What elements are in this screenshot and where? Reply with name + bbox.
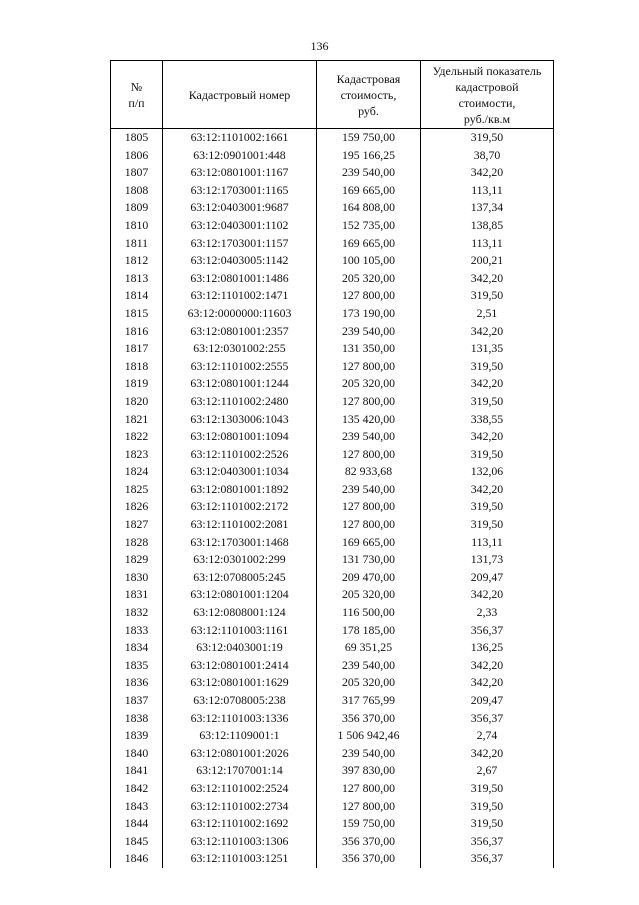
cadastral-value-cell: 127 800,00 bbox=[317, 516, 421, 534]
specific-value-cell: 131,35 bbox=[421, 340, 554, 358]
row-number-cell: 1831 bbox=[111, 586, 163, 604]
table-row bbox=[111, 164, 554, 182]
specific-value-cell: 342,20 bbox=[421, 674, 554, 692]
table-row bbox=[111, 604, 554, 622]
cadastral-value-cell: 100 105,00 bbox=[317, 252, 421, 270]
row-number-cell: 1845 bbox=[111, 833, 163, 851]
table-row bbox=[111, 481, 554, 499]
cadastral-number-cell: 63:12:1101002:2172 bbox=[163, 498, 317, 516]
specific-value-cell: 209,47 bbox=[421, 569, 554, 587]
cadastral-value-cell: 152 735,00 bbox=[317, 217, 421, 235]
cadastral-value-cell: 205 320,00 bbox=[317, 586, 421, 604]
cadastral-value-cell: 127 800,00 bbox=[317, 498, 421, 516]
specific-value-cell: 2,74 bbox=[421, 727, 554, 745]
cadastral-value-cell: 205 320,00 bbox=[317, 674, 421, 692]
specific-value-cell: 319,50 bbox=[421, 287, 554, 305]
row-number-cell: 1815 bbox=[111, 305, 163, 323]
row-number-cell: 1822 bbox=[111, 428, 163, 446]
header-specific-line4: руб./кв.м bbox=[463, 111, 511, 126]
cadastral-number-cell: 63:12:1101003:1251 bbox=[163, 850, 317, 868]
table-row bbox=[111, 498, 554, 516]
table-row bbox=[111, 657, 554, 675]
cadastral-number-cell: 63:12:1703001:1165 bbox=[163, 182, 317, 200]
row-number-cell: 1836 bbox=[111, 674, 163, 692]
cadastral-value-cell: 127 800,00 bbox=[317, 798, 421, 816]
cadastral-number-cell: 63:12:0708005:238 bbox=[163, 692, 317, 710]
cadastral-value-cell: 127 800,00 bbox=[317, 287, 421, 305]
specific-value-cell: 131,73 bbox=[421, 551, 554, 569]
cadastral-value-cell: 127 800,00 bbox=[317, 446, 421, 464]
row-number-cell: 1840 bbox=[111, 745, 163, 763]
cadastral-number-cell: 63:12:0403001:19 bbox=[163, 639, 317, 657]
specific-value-cell: 319,50 bbox=[421, 780, 554, 798]
row-number-cell: 1838 bbox=[111, 710, 163, 728]
row-number-cell: 1805 bbox=[111, 129, 163, 147]
specific-value-cell: 342,20 bbox=[421, 481, 554, 499]
cadastral-number-cell: 63:12:1101002:2480 bbox=[163, 393, 317, 411]
specific-value-cell: 2,51 bbox=[421, 305, 554, 323]
specific-value-cell: 2,67 bbox=[421, 762, 554, 780]
row-number-cell: 1821 bbox=[111, 411, 163, 429]
cadastral-number-cell: 63:12:1303006:1043 bbox=[163, 411, 317, 429]
row-number-cell: 1810 bbox=[111, 217, 163, 235]
header-row bbox=[111, 61, 554, 129]
header-num-line1: № bbox=[130, 79, 143, 94]
row-number-cell: 1820 bbox=[111, 393, 163, 411]
specific-value-cell: 342,20 bbox=[421, 657, 554, 675]
table-row bbox=[111, 586, 554, 604]
row-number-cell: 1812 bbox=[111, 252, 163, 270]
specific-value-cell: 319,50 bbox=[421, 498, 554, 516]
specific-value-cell: 136,25 bbox=[421, 639, 554, 657]
table-row bbox=[111, 780, 554, 798]
specific-value-cell: 338,55 bbox=[421, 411, 554, 429]
row-number-cell: 1833 bbox=[111, 622, 163, 640]
cadastral-value-cell: 82 933,68 bbox=[317, 463, 421, 481]
header-cadastral-number bbox=[163, 61, 317, 129]
cadastral-number-cell: 63:12:1101003:1161 bbox=[163, 622, 317, 640]
specific-value-cell: 209,47 bbox=[421, 692, 554, 710]
cadastral-value-cell: 356 370,00 bbox=[317, 710, 421, 728]
table-row bbox=[111, 182, 554, 200]
row-number-cell: 1830 bbox=[111, 569, 163, 587]
row-number-cell: 1814 bbox=[111, 287, 163, 305]
cadastral-number-cell: 63:12:1101002:1471 bbox=[163, 287, 317, 305]
cadastral-number-cell: 63:12:0801001:2414 bbox=[163, 657, 317, 675]
specific-value-cell: 38,70 bbox=[421, 147, 554, 165]
row-number-cell: 1816 bbox=[111, 323, 163, 341]
specific-value-cell: 356,37 bbox=[421, 850, 554, 868]
header-value-line3: руб. bbox=[358, 103, 379, 118]
cadastral-number-cell: 63:12:0403001:1034 bbox=[163, 463, 317, 481]
header-num-line2: п/п bbox=[128, 95, 145, 110]
row-number-cell: 1846 bbox=[111, 850, 163, 868]
cadastral-number-cell: 63:12:0000000:11603 bbox=[163, 305, 317, 323]
row-number-cell: 1823 bbox=[111, 446, 163, 464]
cadastral-number-cell: 63:12:0801001:1629 bbox=[163, 674, 317, 692]
row-number-cell: 1828 bbox=[111, 534, 163, 552]
specific-value-cell: 319,50 bbox=[421, 129, 554, 147]
cadastral-value-cell: 195 166,25 bbox=[317, 147, 421, 165]
table-row bbox=[111, 287, 554, 305]
cadastral-value-cell: 239 540,00 bbox=[317, 745, 421, 763]
table-row bbox=[111, 217, 554, 235]
cadastral-value-cell: 1 506 942,46 bbox=[317, 727, 421, 745]
specific-value-cell: 356,37 bbox=[421, 833, 554, 851]
cadastral-value-cell: 239 540,00 bbox=[317, 428, 421, 446]
row-number-cell: 1807 bbox=[111, 164, 163, 182]
header-specific-value bbox=[421, 61, 554, 129]
specific-value-cell: 113,11 bbox=[421, 182, 554, 200]
specific-value-cell: 113,11 bbox=[421, 235, 554, 253]
cadastral-value-cell: 239 540,00 bbox=[317, 481, 421, 499]
row-number-cell: 1841 bbox=[111, 762, 163, 780]
cadastral-number-cell: 63:12:1101002:2081 bbox=[163, 516, 317, 534]
row-number-cell: 1844 bbox=[111, 815, 163, 833]
specific-value-cell: 137,34 bbox=[421, 199, 554, 217]
cadastral-value-cell: 173 190,00 bbox=[317, 305, 421, 323]
table-row bbox=[111, 534, 554, 552]
cadastral-value-cell: 127 800,00 bbox=[317, 780, 421, 798]
cadastral-value-cell: 127 800,00 bbox=[317, 358, 421, 376]
table-row bbox=[111, 692, 554, 710]
cadastral-value-cell: 356 370,00 bbox=[317, 833, 421, 851]
cadastral-number-cell: 63:12:1703001:1468 bbox=[163, 534, 317, 552]
table-row bbox=[111, 305, 554, 323]
row-number-cell: 1817 bbox=[111, 340, 163, 358]
cadastral-value-cell: 209 470,00 bbox=[317, 569, 421, 587]
row-number-cell: 1837 bbox=[111, 692, 163, 710]
table-row bbox=[111, 428, 554, 446]
header-value-line2: стоимость, bbox=[340, 87, 397, 102]
table-row bbox=[111, 270, 554, 288]
row-number-cell: 1842 bbox=[111, 780, 163, 798]
table-row bbox=[111, 252, 554, 270]
specific-value-cell: 2,33 bbox=[421, 604, 554, 622]
table-row bbox=[111, 727, 554, 745]
specific-value-cell: 138,85 bbox=[421, 217, 554, 235]
table-row bbox=[111, 674, 554, 692]
row-number-cell: 1834 bbox=[111, 639, 163, 657]
table-row bbox=[111, 411, 554, 429]
header-value-line1: Кадастровая bbox=[336, 71, 401, 86]
cadastral-value-cell: 397 830,00 bbox=[317, 762, 421, 780]
row-number-cell: 1813 bbox=[111, 270, 163, 288]
table-row bbox=[111, 798, 554, 816]
table-body bbox=[111, 129, 554, 868]
row-number-cell: 1829 bbox=[111, 551, 163, 569]
specific-value-cell: 132,06 bbox=[421, 463, 554, 481]
table-row bbox=[111, 129, 554, 147]
specific-value-cell: 319,50 bbox=[421, 393, 554, 411]
table-row bbox=[111, 745, 554, 763]
specific-value-cell: 200,21 bbox=[421, 252, 554, 270]
row-number-cell: 1819 bbox=[111, 375, 163, 393]
cadastral-number-cell: 63:12:0801001:1892 bbox=[163, 481, 317, 499]
cadastral-value-cell: 169 665,00 bbox=[317, 235, 421, 253]
table-row bbox=[111, 463, 554, 481]
row-number-cell: 1806 bbox=[111, 147, 163, 165]
header-row-number bbox=[111, 61, 163, 129]
cadastral-value-cell: 205 320,00 bbox=[317, 375, 421, 393]
cadastral-number-cell: 63:12:0801001:1244 bbox=[163, 375, 317, 393]
cadastral-number-cell: 63:12:1703001:1157 bbox=[163, 235, 317, 253]
specific-value-cell: 342,20 bbox=[421, 164, 554, 182]
cadastral-number-cell: 63:12:1101002:1661 bbox=[163, 129, 317, 147]
cadastral-number-cell: 63:12:0801001:1204 bbox=[163, 586, 317, 604]
cadastral-value-cell: 239 540,00 bbox=[317, 323, 421, 341]
cadastral-value-cell: 178 185,00 bbox=[317, 622, 421, 640]
cadastral-number-cell: 63:12:1101002:2734 bbox=[163, 798, 317, 816]
specific-value-cell: 319,50 bbox=[421, 358, 554, 376]
specific-value-cell: 319,50 bbox=[421, 815, 554, 833]
cadastral-value-cell: 131 350,00 bbox=[317, 340, 421, 358]
specific-value-cell: 342,20 bbox=[421, 586, 554, 604]
header-specific-line1: Удельный показатель bbox=[432, 63, 542, 78]
cadastral-value-cell: 159 750,00 bbox=[317, 129, 421, 147]
cadastral-number-cell: 63:12:0708005:245 bbox=[163, 569, 317, 587]
table-row bbox=[111, 199, 554, 217]
table-row bbox=[111, 551, 554, 569]
cadastral-number-cell: 63:12:0403001:9687 bbox=[163, 199, 317, 217]
cadastral-number-cell: 63:12:0901001:448 bbox=[163, 147, 317, 165]
cadastral-number-cell: 63:12:0403001:1102 bbox=[163, 217, 317, 235]
table-row bbox=[111, 569, 554, 587]
cadastral-value-cell: 169 665,00 bbox=[317, 182, 421, 200]
cadastral-value-cell: 239 540,00 bbox=[317, 164, 421, 182]
cadastral-number-cell: 63:12:0801001:1094 bbox=[163, 428, 317, 446]
row-number-cell: 1835 bbox=[111, 657, 163, 675]
cadastral-number-cell: 63:12:1101002:2526 bbox=[163, 446, 317, 464]
cadastral-number-cell: 63:12:1101003:1306 bbox=[163, 833, 317, 851]
cadastral-value-table bbox=[110, 60, 554, 868]
row-number-cell: 1808 bbox=[111, 182, 163, 200]
row-number-cell: 1809 bbox=[111, 199, 163, 217]
specific-value-cell: 356,37 bbox=[421, 710, 554, 728]
cadastral-number-cell: 63:12:0403005:1142 bbox=[163, 252, 317, 270]
table-row bbox=[111, 815, 554, 833]
cadastral-number-cell: 63:12:0808001:124 bbox=[163, 604, 317, 622]
cadastral-value-cell: 239 540,00 bbox=[317, 657, 421, 675]
header-cadastral-value bbox=[317, 61, 421, 129]
header-specific-line2: кадастровой bbox=[455, 79, 519, 94]
row-number-cell: 1827 bbox=[111, 516, 163, 534]
header-specific-line3: стоимости, bbox=[458, 95, 516, 110]
row-number-cell: 1839 bbox=[111, 727, 163, 745]
page-number: 136 bbox=[310, 39, 329, 53]
table-row bbox=[111, 622, 554, 640]
specific-value-cell: 319,50 bbox=[421, 516, 554, 534]
cadastral-value-cell: 169 665,00 bbox=[317, 534, 421, 552]
cadastral-number-cell: 63:12:1101003:1336 bbox=[163, 710, 317, 728]
table-row bbox=[111, 375, 554, 393]
cadastral-number-cell: 63:12:0801001:2357 bbox=[163, 323, 317, 341]
specific-value-cell: 113,11 bbox=[421, 534, 554, 552]
table-row bbox=[111, 762, 554, 780]
table-row bbox=[111, 516, 554, 534]
cadastral-number-cell: 63:12:1101002:2555 bbox=[163, 358, 317, 376]
specific-value-cell: 319,50 bbox=[421, 446, 554, 464]
specific-value-cell: 342,20 bbox=[421, 375, 554, 393]
table-row bbox=[111, 340, 554, 358]
table-row bbox=[111, 147, 554, 165]
specific-value-cell: 319,50 bbox=[421, 798, 554, 816]
table-row bbox=[111, 850, 554, 868]
row-number-cell: 1832 bbox=[111, 604, 163, 622]
row-number-cell: 1818 bbox=[111, 358, 163, 376]
specific-value-cell: 342,20 bbox=[421, 428, 554, 446]
row-number-cell: 1811 bbox=[111, 235, 163, 253]
row-number-cell: 1825 bbox=[111, 481, 163, 499]
cadastral-number-cell: 63:12:1101002:2524 bbox=[163, 780, 317, 798]
cadastral-number-cell: 63:12:0301002:255 bbox=[163, 340, 317, 358]
table-row bbox=[111, 446, 554, 464]
cadastral-value-cell: 131 730,00 bbox=[317, 551, 421, 569]
header-cadastral-number-text: Кадастровый номер bbox=[188, 87, 291, 102]
cadastral-number-cell: 63:12:1707001:14 bbox=[163, 762, 317, 780]
table-header bbox=[111, 61, 554, 129]
cadastral-number-cell: 63:12:1109001:1 bbox=[163, 727, 317, 745]
table-row bbox=[111, 393, 554, 411]
specific-value-cell: 342,20 bbox=[421, 270, 554, 288]
table-row bbox=[111, 710, 554, 728]
cadastral-value-cell: 356 370,00 bbox=[317, 850, 421, 868]
specific-value-cell: 342,20 bbox=[421, 323, 554, 341]
cadastral-value-cell: 127 800,00 bbox=[317, 393, 421, 411]
table-row bbox=[111, 639, 554, 657]
cadastral-number-cell: 63:12:1101002:1692 bbox=[163, 815, 317, 833]
cadastral-value-cell: 317 765,99 bbox=[317, 692, 421, 710]
cadastral-value-cell: 159 750,00 bbox=[317, 815, 421, 833]
table-row bbox=[111, 358, 554, 376]
cadastral-value-cell: 135 420,00 bbox=[317, 411, 421, 429]
row-number-cell: 1826 bbox=[111, 498, 163, 516]
cadastral-number-cell: 63:12:0801001:1486 bbox=[163, 270, 317, 288]
cadastral-number-cell: 63:12:0801001:1167 bbox=[163, 164, 317, 182]
cadastral-number-cell: 63:12:0301002:299 bbox=[163, 551, 317, 569]
cadastral-value-cell: 116 500,00 bbox=[317, 604, 421, 622]
row-number-cell: 1824 bbox=[111, 463, 163, 481]
cadastral-value-cell: 205 320,00 bbox=[317, 270, 421, 288]
specific-value-cell: 356,37 bbox=[421, 622, 554, 640]
table-row bbox=[111, 323, 554, 341]
cadastral-number-cell: 63:12:0801001:2026 bbox=[163, 745, 317, 763]
table-row bbox=[111, 235, 554, 253]
cadastral-value-cell: 69 351,25 bbox=[317, 639, 421, 657]
table-row bbox=[111, 833, 554, 851]
cadastral-value-cell: 164 808,00 bbox=[317, 199, 421, 217]
row-number-cell: 1843 bbox=[111, 798, 163, 816]
specific-value-cell: 342,20 bbox=[421, 745, 554, 763]
